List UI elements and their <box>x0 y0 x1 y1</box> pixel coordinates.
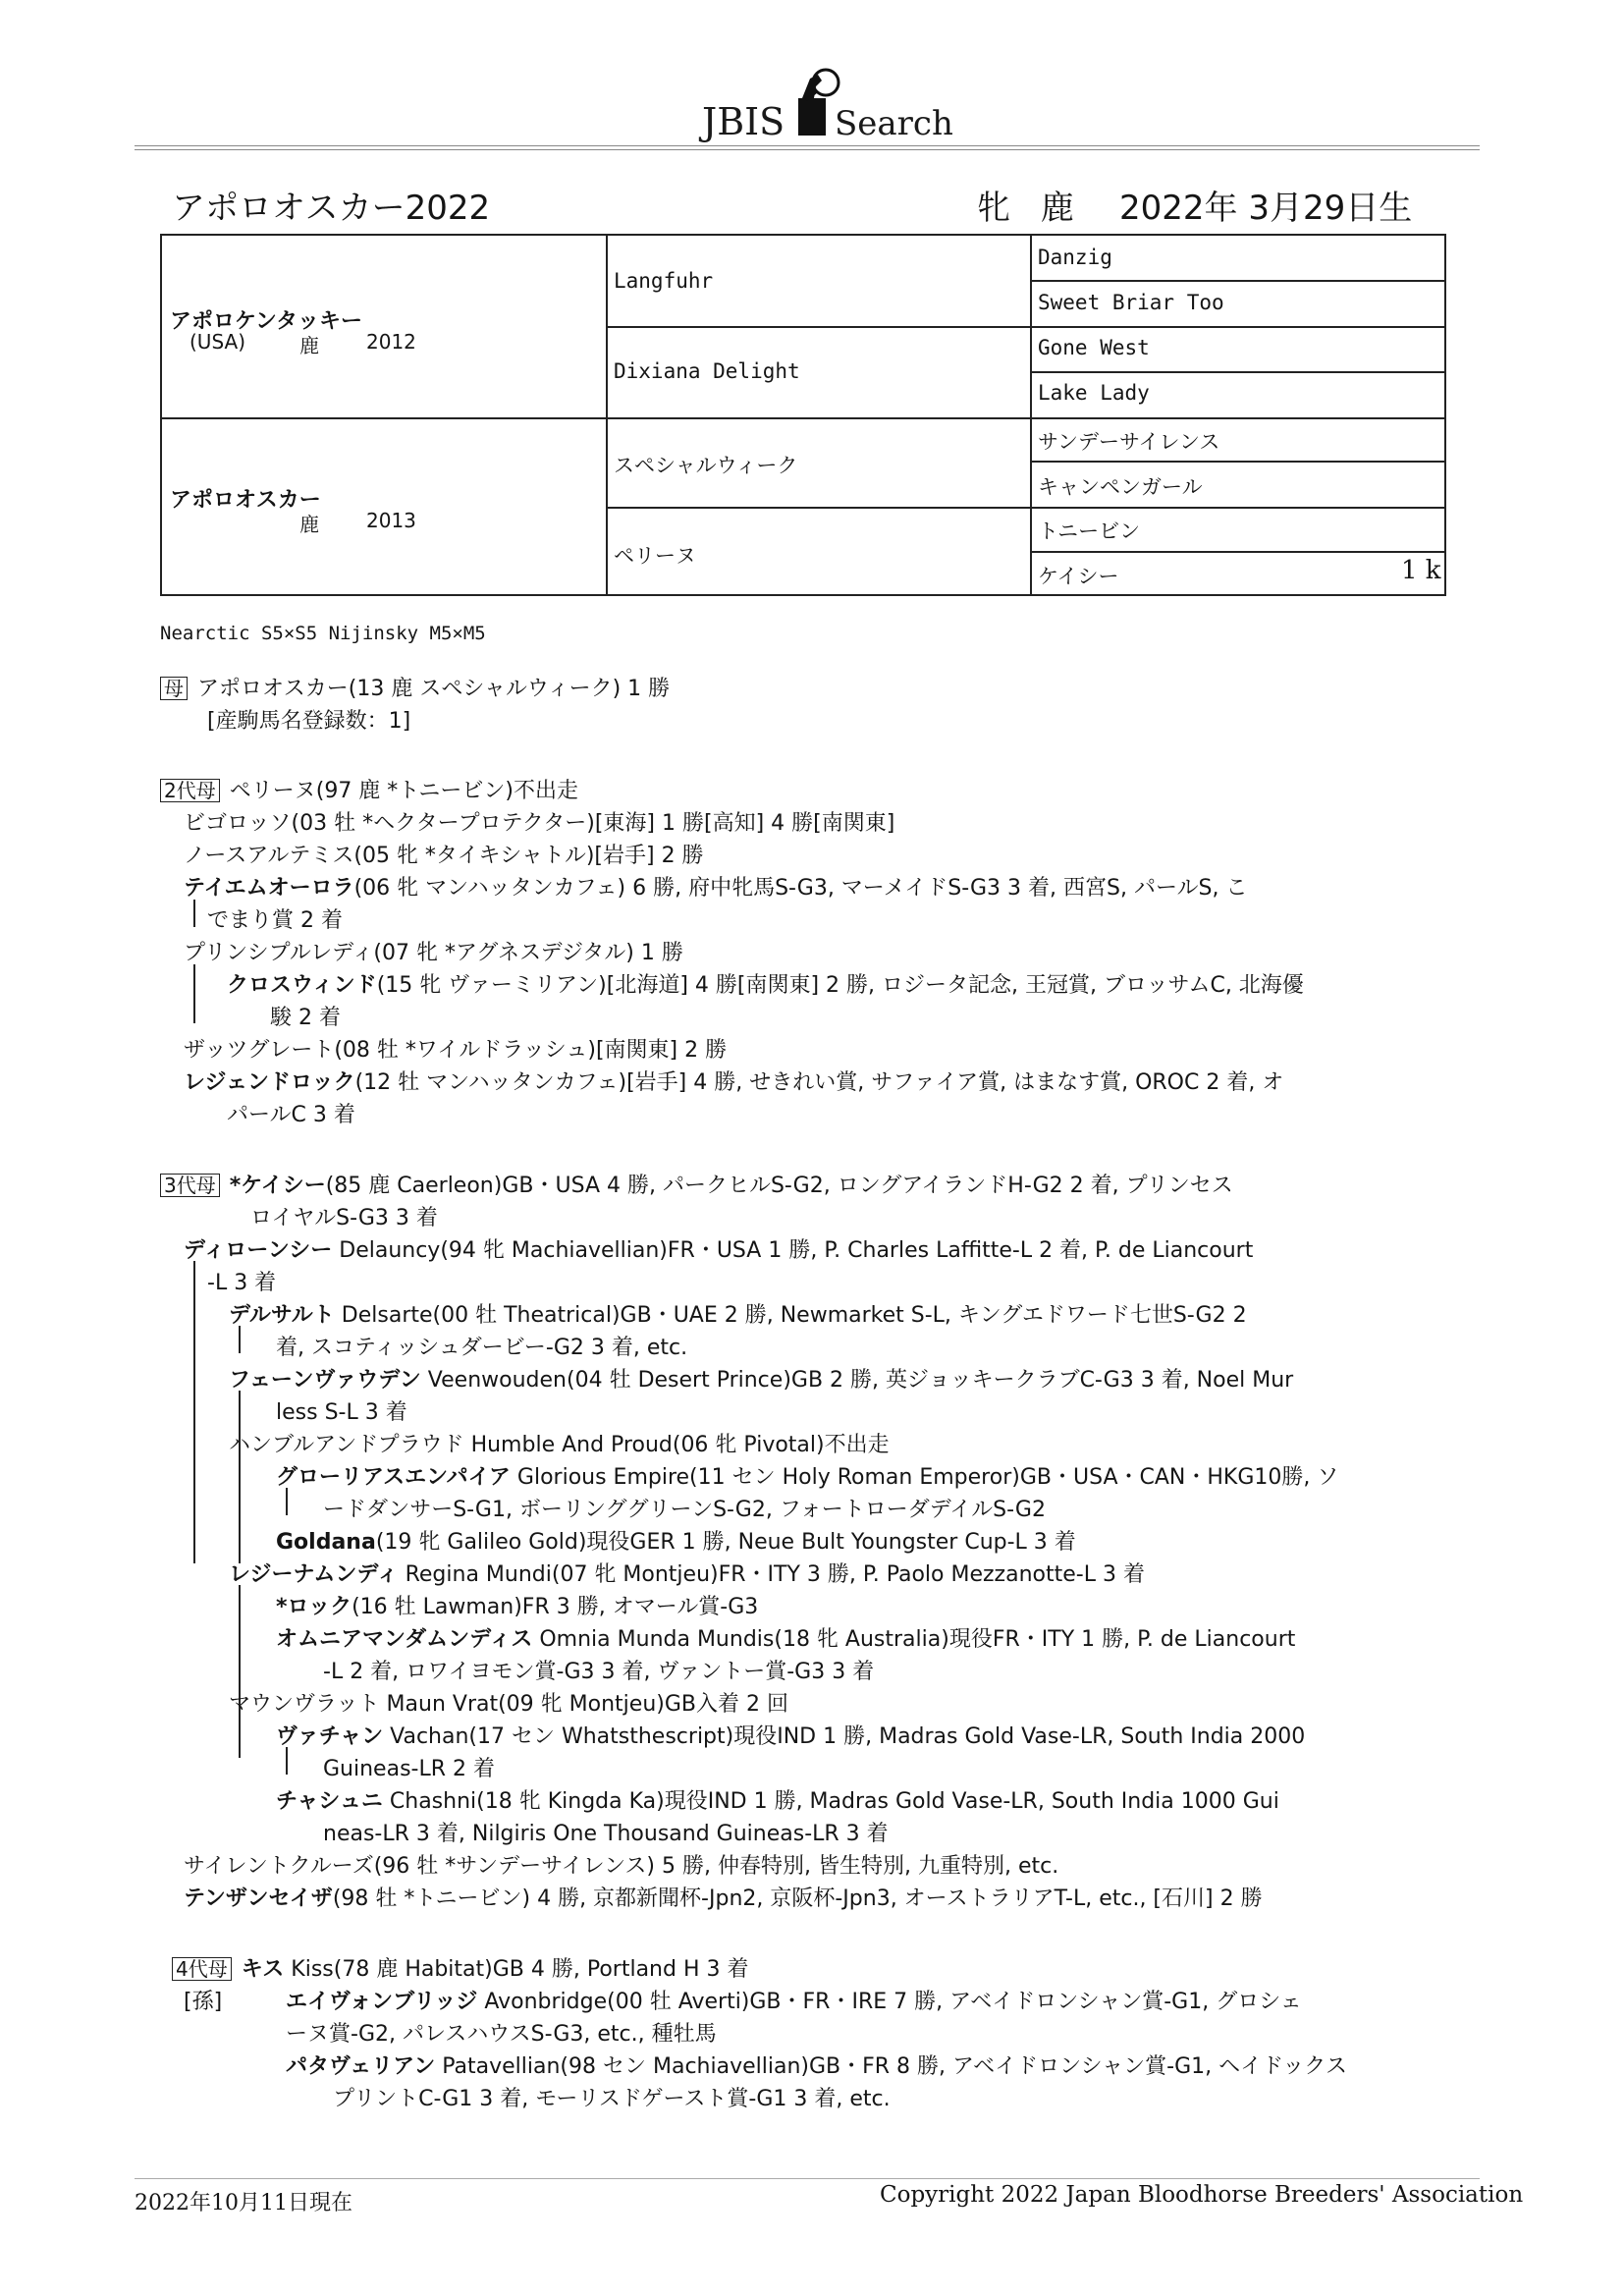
fourth-dam-tag: 4代母 <box>172 1957 232 1981</box>
list-item: テンザンセイザ(98 牡 *トニービン) 4 勝, 京都新聞杯-Jpn2, 京阪杯-Jpn3, オーストラリアT-L, etc., [石川] 2 勝 <box>184 1886 1263 1911</box>
list-item: ーヌ賞-G2, パレスハウスS-G3, etc., 種牡馬 <box>286 2022 717 2047</box>
sire-sire: Langfuhr <box>614 269 714 293</box>
dam-color: 鹿 <box>299 513 319 536</box>
list-item: オムニアマンダムンディス Omnia Munda Mundis(18 牝 Australia)現役FR・ITY 1 勝, P. de Liancourt <box>276 1627 1296 1652</box>
list-item: ノースアルテミス(05 牝 *タイキシャトル)[岩手] 2 勝 <box>184 844 704 868</box>
list-item: ザッツグレート(08 牡 *ワイルドラッシュ)[南関東] 2 勝 <box>184 1038 728 1063</box>
list-item: *ロック(16 牡 Lawman)FR 3 勝, オマール賞-G3 <box>276 1595 759 1619</box>
fourth-dam-line: 4代母 キス Kiss(78 鹿 Habitat)GB 4 勝, Portland H 3 着 <box>172 1952 748 1983</box>
list-item: Goldana(19 牝 Galileo Gold)現役GER 1 勝, Neue Bult Youngster Cup-L 3 着 <box>276 1530 1076 1555</box>
logo-text-right: Search <box>835 104 953 143</box>
sire-year: 2012 <box>366 330 416 354</box>
list-item: ディローンシー Delauncy(94 牝 Machiavellian)FR・USA 1 勝, P. Charles Laffitte-L 2 着, P. de Liancourt <box>184 1238 1254 1263</box>
list-item: チャシュニ Chashni(18 牝 Kingda Ka)現役IND 1 勝, Madras Gold Vase-LR, South India 1000 Gui <box>276 1789 1279 1814</box>
horse-sex-color: 牝 鹿 <box>977 189 1084 228</box>
dam-year: 2013 <box>366 509 416 532</box>
third-dam-line: 3代母 *ケイシー(85 鹿 Caerleon)GB・USA 4 勝, パークヒルS-G2, ロングアイランドH-G2 2 着, プリンセス <box>160 1169 1233 1199</box>
list-item: グローリアスエンパイア Glorious Empire(11 セン Holy Roman Emperor)GB・USA・CAN・HKG10勝, ソ <box>276 1465 1339 1490</box>
list-item: ハンブルアンドプラウド Humble And Proud(06 牝 Pivotal)不出走 <box>229 1433 890 1457</box>
g3-2: Sweet Briar Too <box>1038 291 1224 314</box>
family-number: 1 k <box>1401 556 1441 585</box>
jbis-logo <box>702 61 953 143</box>
list-item: クロスウィンド(15 牝 ヴァーミリアン)[北海道] 4 勝[南関東] 2 勝, ロジータ記念, 王冠賞, ブロッサムC, 北海優 <box>227 973 1304 998</box>
sire-dam: Dixiana Delight <box>614 359 800 383</box>
sire-color: 鹿 <box>299 334 319 357</box>
grandchild-marker: [孫] <box>184 1990 223 2014</box>
second-dam-tag: 2代母 <box>160 779 220 802</box>
g3-7: トニービン <box>1038 519 1141 543</box>
sire-origin: (USA) <box>189 330 245 354</box>
list-item: -L 3 着 <box>207 1271 277 1295</box>
second-dam-line: 2代母 ペリーヌ(97 鹿 *トニービン)不出走 <box>160 774 578 804</box>
list-item: プリンシプルレディ(07 牝 *アグネスデジタル) 1 勝 <box>184 941 683 965</box>
inbreeding-note: Nearctic S5×S5 Nijinsky M5×M5 <box>160 623 486 644</box>
dam-name: アポロオスカー <box>170 488 321 513</box>
sire-name: アポロケンタッキー <box>170 309 363 334</box>
list-item: ードダンサーS-G1, ボーリンググリーンS-G2, フォートローダデイルS-G2 <box>323 1498 1046 1522</box>
list-item: レジェンドロック(12 牡 マンハッタンカフェ)[岩手] 4 勝, せきれい賞, サファイア賞, はまなす賞, OROC 2 着, オ <box>184 1070 1284 1095</box>
g3-3: Gone West <box>1038 336 1150 359</box>
list-item: 着, スコティッシュダービー-G2 3 着, etc. <box>276 1336 688 1360</box>
list-item: エイヴォンブリッジ Avonbridge(00 牡 Averti)GB・FR・IRE 7 勝, アベイドロンシャン賞-G1, グロシェ <box>286 1990 1302 2014</box>
list-item: デルサルト Delsarte(00 牡 Theatrical)GB・UAE 2 勝, Newmarket S-L, キングエドワード七世S-G2 2 <box>229 1303 1247 1328</box>
list-item: フェーンヴァウデン Veenwouden(04 牡 Desert Prince)GB 2 勝, 英ジョッキークラブC-G3 3 着, Noel Mur <box>229 1368 1294 1393</box>
list-item: マウンヴラット Maun Vrat(09 牝 Montjeu)GB入着 2 回 <box>229 1692 788 1717</box>
g3-1: Danzig <box>1038 246 1112 269</box>
list-item: レジーナムンディ Regina Mundi(07 牝 Montjeu)FR・ITY 3 勝, P. Paolo Mezzanotte-L 3 着 <box>229 1562 1145 1587</box>
list-item: でまり賞 2 着 <box>207 908 343 933</box>
g3-8: ケイシー <box>1038 565 1119 588</box>
header-rule <box>135 145 1480 150</box>
horse-birth-date: 2022年 3月29日生 <box>1119 189 1413 228</box>
list-item: less S-L 3 着 <box>276 1400 407 1425</box>
list-item: neas-LR 3 着, Nilgiris One Thousand Guineas-LR 3 着 <box>323 1822 889 1846</box>
list-item: サイレントクルーズ(96 牡 *サンデーサイレンス) 5 勝, 仲春特別, 皆生特別, 九重特別, etc. <box>184 1854 1059 1879</box>
list-item: ロイヤルS-G3 3 着 <box>250 1206 438 1230</box>
g3-6: キャンペンガール <box>1038 475 1203 499</box>
g3-5: サンデーサイレンス <box>1038 430 1220 454</box>
list-item: ヴァチャン Vachan(17 セン Whatsthescript)現役IND 1 勝, Madras Gold Vase-LR, South India 2000 <box>276 1724 1306 1749</box>
list-item: プリントC-G1 3 着, モーリスドゲースト賞-G1 3 着, etc. <box>333 2087 891 2111</box>
dam-sire: スペシャルウィーク <box>614 454 798 477</box>
logo-text-left: JBIS <box>702 100 785 143</box>
copyright: Copyright 2022 Japan Bloodhorse Breeders' Association <box>880 2182 1524 2208</box>
footer-rule <box>135 2178 1480 2179</box>
g3-4: Lake Lady <box>1038 381 1150 405</box>
list-item: -L 2 着, ロワイヨモン賞-G3 3 着, ヴァントー賞-G3 3 着 <box>323 1660 875 1684</box>
list-item: テイエムオーロラ(06 牝 マンハッタンカフェ) 6 勝, 府中牝馬S-G3, マーメイドS-G3 3 着, 西宮S, パールS, こ <box>184 876 1248 901</box>
dam-tag: 母 <box>160 677 188 700</box>
horse-name: アポロオスカー2022 <box>172 189 491 228</box>
dam-line: 母 アポロオスカー(13 鹿 スペシャルウィーク) 1 勝 <box>160 672 670 702</box>
third-dam-tag: 3代母 <box>160 1174 220 1197</box>
dam-registered: [産駒馬名登録数：1] <box>207 709 411 734</box>
dam-dam: ペリーヌ <box>614 544 696 568</box>
as-of-date: 2022年10月11日現在 <box>135 2191 352 2215</box>
list-item: パールC 3 着 <box>227 1103 355 1127</box>
list-item: Guineas-LR 2 着 <box>323 1757 495 1781</box>
list-item: ビゴロッソ(03 牡 *ヘクタープロテクター)[東海] 1 勝[高知] 4 勝[南関東] <box>184 811 895 836</box>
list-item: パタヴェリアン Patavellian(98 セン Machiavellian)GB・FR 8 勝, アベイドロンシャン賞-G1, ヘイドックス <box>286 2054 1348 2079</box>
pedigree-table <box>160 234 1446 596</box>
list-item: 駿 2 着 <box>270 1006 341 1030</box>
